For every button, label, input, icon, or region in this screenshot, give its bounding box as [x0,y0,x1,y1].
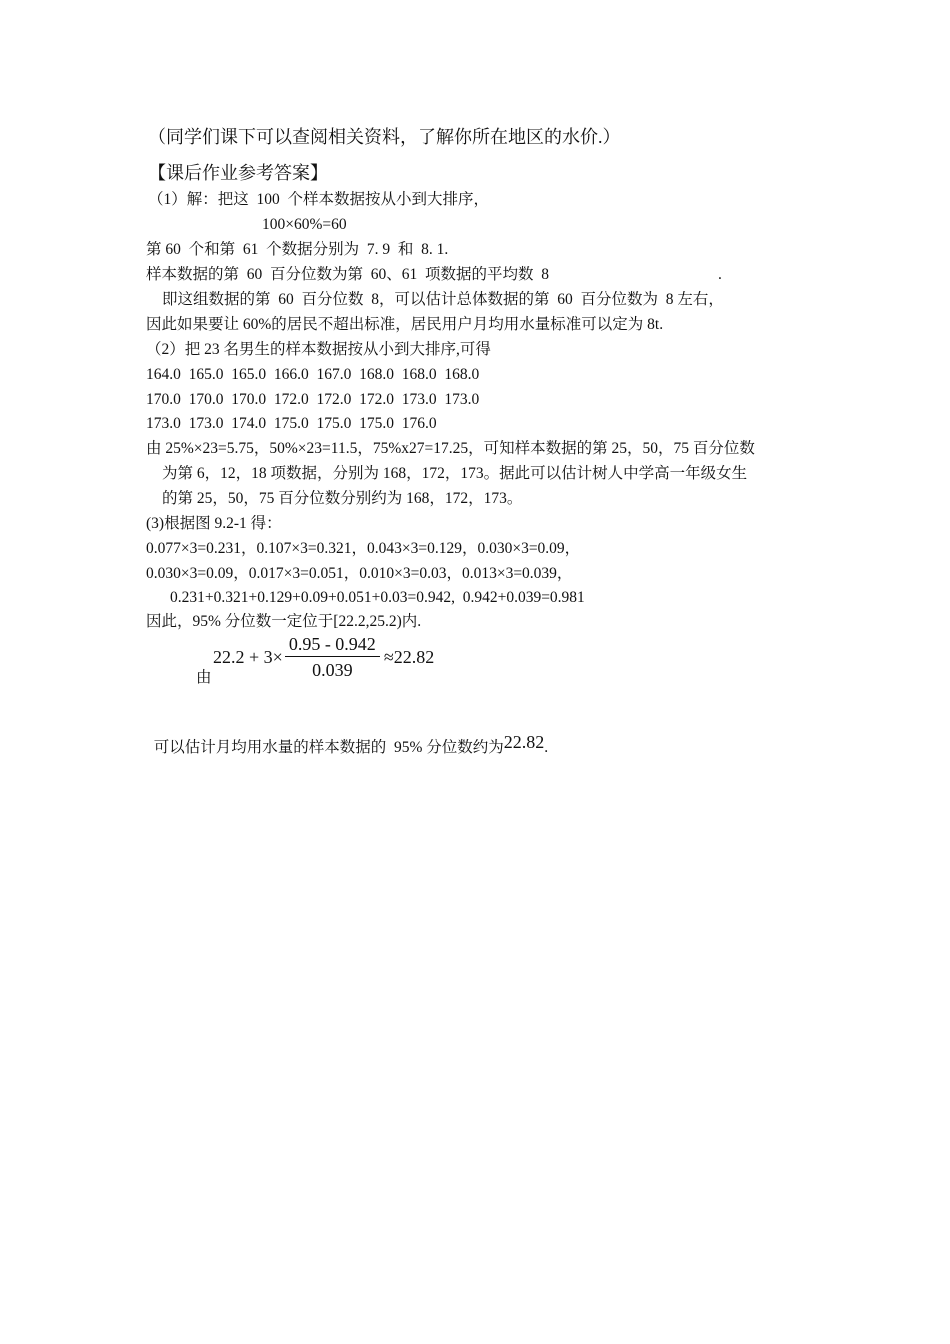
p1-items: 第 60 个和第 61 个数据分别为 7. 9 和 8. 1. [146,241,449,258]
p3-interval: 因此，95% 分位数一定位于[22.2,25.2)内. [146,613,422,630]
p2-data-row: 164.0 165.0 165.0 166.0 167.0 168.0 168.0 168.0 [146,366,480,383]
p2-data-row: 173.0 173.0 174.0 175.0 175.0 175.0 176.0 [146,415,437,432]
p1-estimate: 即这组数据的第 60 百分位数 8，可以估计总体数据的第 60 百分位数为 8 左右， [162,291,724,308]
p2-intro: （2）把 23 名男生的样本数据按从小到大排序,可得 [146,341,491,358]
p3-product-row: 0.077×3=0.231，0.107×3=0.321，0.043×3=0.129，0.030×3=0.09， [146,540,581,557]
p2-calc: 为第 6，12，18 项数据，分别为 168，172，173。据此可以估计树人中学高一年级女生 [162,465,748,482]
p3-final-text: 可以估计月均用水量的样本数据的 95% 分位数约为 [153,739,504,756]
section-heading: 【课后作业参考答案】 [148,163,328,183]
p3-final-value: 22.82 [503,732,545,752]
formula-by-label: 由 [196,669,212,686]
formula-lhs: 22.2 + 3× [213,646,283,667]
formula-rhs: ≈22.82 [383,646,435,667]
intro-note: （同学们课下可以查阅相关资料，了解你所在地区的水价.） [148,127,621,147]
p3-sum: 0.231+0.321+0.129+0.09+0.051+0.03=0.942, 0.942+0.039=0.981 [170,589,585,606]
formula-denominator: 0.039 [312,660,353,680]
p3-final [146,716,548,758]
p3-product-row: 0.030×3=0.09，0.017×3=0.051，0.010×3=0.03，0.013×3=0.039， [146,565,573,582]
p2-calc: 由 25%×23=5.75，50%×23=11.5，75%x27=17.25，可知样本数据的第 25，50，75 百分位数 [146,440,755,457]
p2-calc: 的第 25，50，75 百分位数分别约为 168，172，173。 [162,490,523,507]
p1-mean: 样本数据的第 60 百分位数为第 60、61 项数据的平均数 8 [146,266,550,283]
formula-fraction [285,634,380,680]
formula-numerator: 0.95 - 0.942 [285,634,380,657]
p3-final-end: . [544,739,549,756]
p1-conclusion: 因此如果要让 60%的居民不超出标准，居民用户月均用水量标准可以定为 8t. [146,316,664,333]
p3-intro: (3)根据图 9.2-1 得： [146,515,282,532]
p1-calc: 100×60%=60 [262,216,347,233]
p2-data-row: 170.0 170.0 170.0 172.0 172.0 172.0 173.0 173.0 [146,391,480,408]
p1-intro: （1）解：把这 100 个样本数据按从小到大排序， [148,191,490,208]
p1-mean-end: . [718,266,722,283]
percentile-formula [213,634,434,680]
